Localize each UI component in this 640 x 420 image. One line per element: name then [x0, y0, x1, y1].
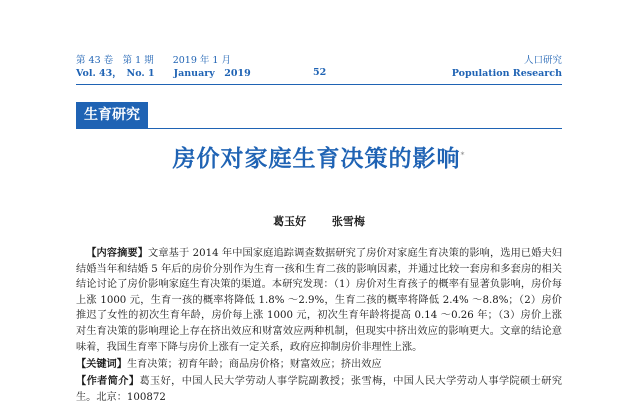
volume-en: Vol. 43， No. 1 January 2019 [76, 68, 251, 79]
journal-name-cn: 人口研究 [523, 55, 562, 66]
journal-name [452, 54, 562, 80]
author-info-text: 葛玉好，中国人民大学劳动人事学院副教授；张雪梅，中国人民大学劳动人事学院硕士研究生。北京：100872 [76, 376, 563, 403]
abstract [76, 246, 562, 355]
article-title-text: 房价对家庭生育决策的影响 [172, 146, 461, 172]
author-list [76, 213, 562, 229]
author-info [76, 374, 562, 405]
keywords-label: 【关键词】 [76, 359, 127, 370]
section-divider [76, 128, 562, 129]
header-divider [76, 84, 562, 85]
author-info-label: 【作者简介】 [76, 376, 140, 387]
volume-cn: 第 43 卷 第 1 期 2019 年 1 月 [76, 55, 231, 66]
author-name: 张雪梅 [331, 215, 365, 228]
keywords-text: 生育决策；初育年龄；商品房价格；财富效应；挤出效应 [126, 359, 382, 370]
section-label: 生育研究 [76, 102, 148, 128]
page-number: 52 [313, 67, 327, 78]
keywords [76, 357, 562, 373]
journal-name-en: Population Research [451, 68, 562, 79]
abstract-text: 文章基于 2014 年中国家庭追踪调查数据研究了房价对家庭生育决策的影响，选用已婚夫妇结婚当年和结婚 5 年后的房价分别作为生育一孩和生育二孩的影响因素，并通过比较一套房和多套房的相关结论讨论了房价影响家庭生育决策的渠道。本研究发现：（1）房价对生育孩子的概率有显著负影响，房价每上涨 1000 元，生育一孩的概率将降低 1.8% ～2.9%，生育二孩的概率将降低 2.4% ～8.8%；（2）房价推迟了女性的初次生育年龄，房价每上涨 1000 元，初次生育年龄将提高 0.14 ～0.26 年；（3）房价上涨对生育决策的影响理论上存在挤出效应和财富效应两种机制，但现实中挤出效应的影响更大。文章的结论意味着，我国生育率下降与房价上涨有一定关系，政府应抑制房价非理性上涨。 [76, 248, 562, 353]
article-title [76, 140, 562, 173]
abstract-label: 【内容摘要】 [86, 248, 149, 259]
title-footnote-mark: * [460, 150, 466, 160]
journal-issue-info [76, 54, 251, 80]
author-name: 葛玉好 [273, 215, 307, 228]
